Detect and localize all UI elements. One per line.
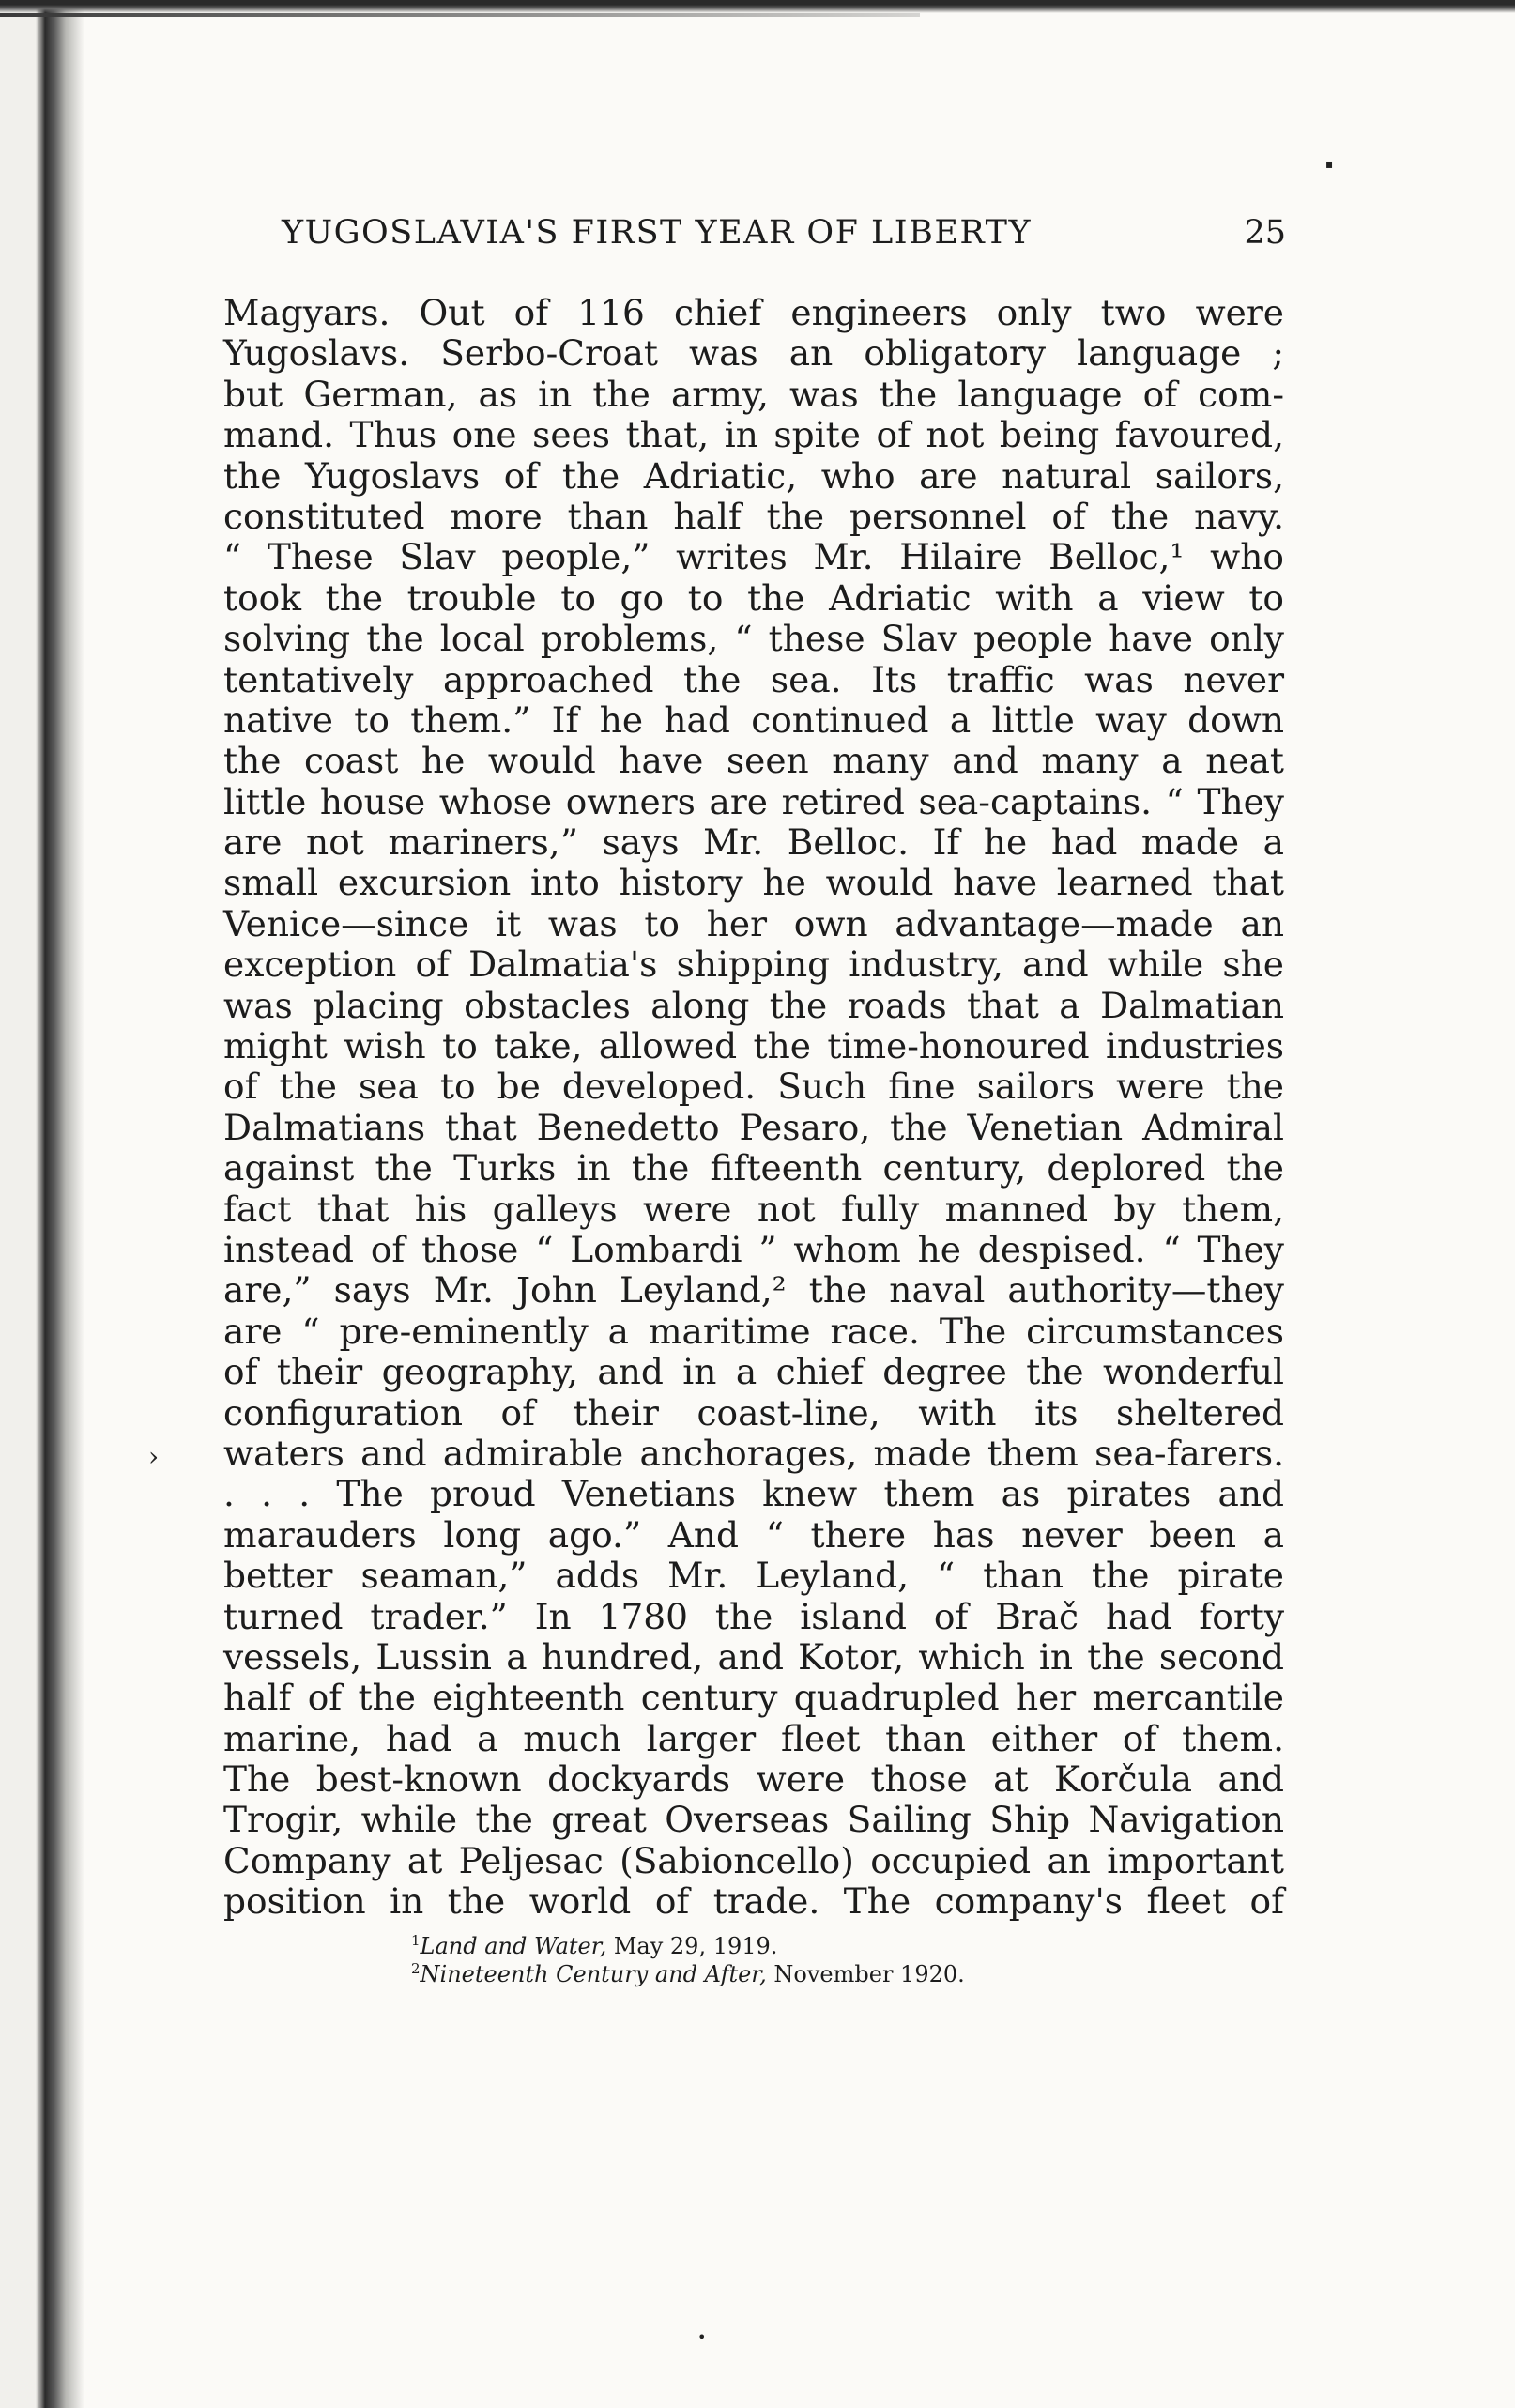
- body-line: solving the local problems, “ these Slav people have only: [223, 618, 1284, 660]
- body-line: against the Turks in the fifteenth century, deplored the: [223, 1147, 1284, 1189]
- bottom-speck-mark: •: [697, 2328, 707, 2346]
- body-line: . . . The proud Venetians knew them as pirates and: [223, 1473, 1284, 1515]
- body-line: of the sea to be developed. Such fine sailors were the: [223, 1066, 1284, 1108]
- binding-gutter: [0, 0, 84, 2408]
- running-head-title: YUGOSLAVIA'S FIRST YEAR OF LIBERTY: [282, 214, 1033, 252]
- body-line: configuration of their coast-line, with its sheltered: [223, 1391, 1284, 1434]
- body-line: little house whose owners are retired sea-captains. “ They: [223, 780, 1284, 822]
- body-line: instead of those “ Lombardi ” whom he despised. “ They: [223, 1228, 1284, 1270]
- body-line: Yugoslavs. Serbo-Croat was an obligatory language ;: [223, 332, 1284, 375]
- footnote-detail: May 29, 1919.: [606, 1933, 778, 1959]
- body-line: are,” says Mr. John Leyland,² the naval authority—they: [223, 1269, 1284, 1311]
- footnote-2: [411, 1960, 1256, 1988]
- body-line: exception of Dalmatia's shipping industry, and while she: [223, 943, 1284, 986]
- body-line: are not mariners,” says Mr. Belloc. If he had made a: [223, 821, 1284, 864]
- body-line: mand. Thus one sees that, in spite of not being favoured,: [223, 414, 1284, 456]
- body-line: tentatively approached the sea. Its traffic was never: [223, 658, 1284, 700]
- body-line: waters and admirable anchorages, made them sea-farers.: [223, 1432, 1284, 1474]
- body-line: “ These Slav people,” writes Mr. Hilaire Belloc,¹ who: [223, 536, 1284, 578]
- body-line: Magyars. Out of 116 chief engineers only two were: [223, 292, 1284, 333]
- body-line: vessels, Lussin a hundred, and Kotor, which in the second: [223, 1635, 1284, 1678]
- body-line: native to them.” If he had continued a little way down: [223, 698, 1284, 741]
- body-line: Trogir, while the great Overseas Sailing Ship Navigation: [223, 1799, 1284, 1841]
- footnote-source: Land and Water,: [420, 1933, 607, 1959]
- running-head: [282, 214, 1286, 270]
- footnote-marker: 2: [411, 1960, 421, 1977]
- body-line: might wish to take, allowed the time-honoured industries: [223, 1025, 1284, 1067]
- body-line: Company at Peljesac (Sabioncello) occupied an important: [223, 1839, 1284, 1881]
- body-line: of their geography, and in a chief degree the wonderful: [223, 1351, 1284, 1393]
- body-line: was placing obstacles along the roads that a Dalmatian: [223, 984, 1284, 1026]
- body-line: fact that his galleys were not fully manned by them,: [223, 1188, 1284, 1230]
- body-line: are “ pre-eminently a maritime race. The circumstances: [223, 1310, 1284, 1352]
- footnote-marker: 1: [411, 1932, 421, 1949]
- body-line: the Yugoslavs of the Adriatic, who are natural sailors,: [223, 454, 1284, 497]
- body-line: position in the world of trade. The company's fleet of: [223, 1880, 1284, 1923]
- body-text: [223, 293, 1284, 1923]
- footnote-1: [411, 1932, 1256, 1960]
- top-speck-mark: ▪: [1325, 158, 1334, 171]
- body-line: better seaman,” adds Mr. Leyland, “ than the pirate: [223, 1555, 1284, 1597]
- page-number: 25: [1244, 214, 1286, 252]
- body-line: took the trouble to go to the Adriatic with a view to: [223, 576, 1284, 619]
- body-line: turned trader.” In 1780 the island of Brač had forty: [223, 1595, 1284, 1637]
- body-line: Dalmatians that Benedetto Pesaro, the Venetian Admiral: [223, 1106, 1284, 1148]
- body-line: marauders long ago.” And “ there has never been a: [223, 1513, 1284, 1556]
- body-line: Venice—since it was to her own advantage—made an: [223, 902, 1284, 944]
- footnotes: [411, 1932, 1256, 1988]
- body-line: marine, had a much larger fleet than either of them.: [223, 1717, 1284, 1759]
- footnote-detail: November 1920.: [766, 1961, 965, 1987]
- top-edge-rule: [0, 0, 1515, 13]
- body-line: The best-known dockyards were those at Korčula and: [223, 1758, 1284, 1801]
- body-line: half of the eighteenth century quadrupled her mercantile: [223, 1677, 1284, 1719]
- footnote-source: Nineteenth Century and After,: [420, 1961, 767, 1987]
- top-edge-rule-thin: [0, 13, 920, 17]
- body-line: the coast he would have seen many and many a neat: [223, 740, 1284, 782]
- body-line: small excursion into history he would have learned that: [223, 862, 1284, 904]
- margin-pencil-mark: ›: [148, 1441, 160, 1472]
- body-line: but German, as in the army, was the language of com-: [223, 373, 1284, 415]
- body-line: constituted more than half the personnel of the navy.: [223, 495, 1284, 537]
